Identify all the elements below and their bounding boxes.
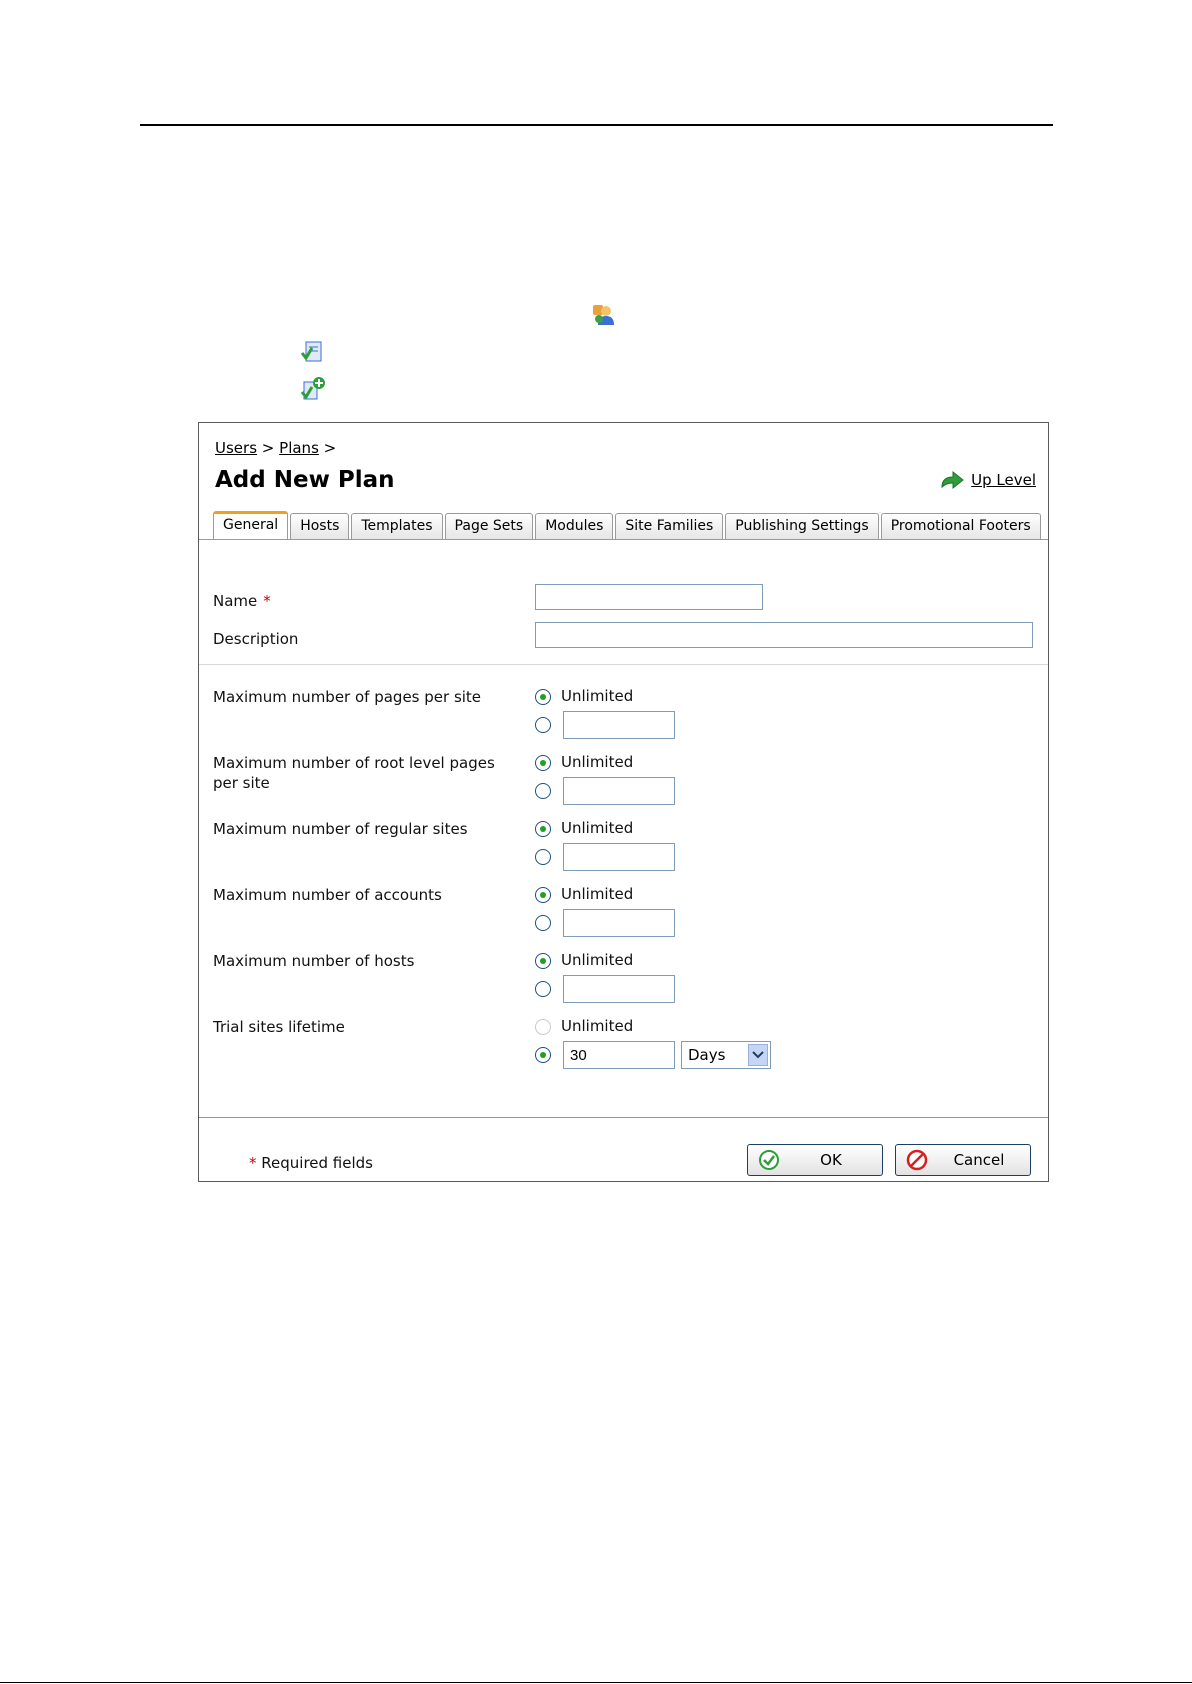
add-plan-icon (300, 376, 326, 402)
max-accounts-unlimited-label: Unlimited (561, 885, 634, 903)
ok-check-icon (758, 1149, 780, 1171)
max-accounts-label: Maximum number of accounts (213, 886, 442, 904)
required-fields-label: Required fields (261, 1154, 373, 1172)
page-title: Add New Plan (215, 467, 395, 493)
tab-modules[interactable]: Modules (535, 513, 613, 539)
max-pages-label: Maximum number of pages per site (213, 688, 482, 706)
up-level-icon (939, 469, 965, 491)
chevron-down-icon (748, 1044, 768, 1066)
trial-lifetime-label: Trial sites lifetime (213, 1018, 345, 1036)
section-divider (199, 664, 1048, 665)
cancel-icon (906, 1149, 928, 1171)
max-root-pages-unlimited-radio[interactable] (535, 755, 551, 771)
breadcrumb (215, 439, 336, 457)
required-asterisk: * (263, 592, 271, 610)
up-level-link[interactable] (939, 469, 1036, 491)
max-root-pages-input[interactable] (563, 777, 675, 805)
trial-unit-value: Days (688, 1046, 726, 1064)
trial-value-radio[interactable] (535, 1047, 551, 1063)
tab-site-families[interactable]: Site Families (615, 513, 723, 539)
breadcrumb-users-link[interactable]: Users (215, 439, 258, 457)
max-regular-sites-unlimited-label: Unlimited (561, 819, 634, 837)
tab-hosts[interactable]: Hosts (290, 513, 349, 539)
max-hosts-label: Maximum number of hosts (213, 952, 415, 970)
ok-button-label: OK (820, 1151, 842, 1169)
max-accounts-input[interactable] (563, 909, 675, 937)
trial-unit-select[interactable] (681, 1041, 771, 1069)
trial-lifetime-input[interactable] (563, 1041, 675, 1069)
max-hosts-input[interactable] (563, 975, 675, 1003)
cancel-button[interactable] (895, 1144, 1031, 1176)
page-top-rule (140, 124, 1053, 126)
description-input[interactable] (535, 622, 1033, 648)
tab-promotional-footers[interactable]: Promotional Footers (881, 513, 1041, 539)
max-accounts-unlimited-radio[interactable] (535, 887, 551, 903)
max-regular-sites-unlimited-radio[interactable] (535, 821, 551, 837)
tab-general[interactable]: General (213, 511, 288, 539)
cancel-button-label: Cancel (953, 1151, 1005, 1169)
max-hosts-value-radio[interactable] (535, 981, 551, 997)
required-fields-note (249, 1154, 373, 1172)
name-label: Name (213, 592, 258, 610)
max-pages-unlimited-radio[interactable] (535, 689, 551, 705)
users-icon (590, 301, 616, 327)
add-plan-window (198, 422, 1049, 1182)
required-asterisk: * (249, 1154, 257, 1172)
max-regular-sites-value-radio[interactable] (535, 849, 551, 865)
max-root-pages-unlimited-label: Unlimited (561, 753, 634, 771)
footer-divider (199, 1117, 1048, 1118)
tab-publishing-settings[interactable]: Publishing Settings (725, 513, 878, 539)
breadcrumb-plans-link[interactable]: Plans (279, 439, 319, 457)
max-pages-input[interactable] (563, 711, 675, 739)
breadcrumb-separator: > (261, 439, 275, 457)
max-hosts-unlimited-label: Unlimited (561, 951, 634, 969)
max-root-pages-value-radio[interactable] (535, 783, 551, 799)
max-pages-unlimited-label: Unlimited (561, 687, 634, 705)
trial-unlimited-label: Unlimited (561, 1017, 634, 1035)
name-label-row (213, 591, 271, 611)
tab-bar (213, 511, 1043, 539)
ok-button[interactable] (747, 1144, 883, 1176)
max-regular-sites-label: Maximum number of regular sites (213, 820, 468, 838)
max-hosts-unlimited-radio[interactable] (535, 953, 551, 969)
max-pages-value-radio[interactable] (535, 717, 551, 733)
max-regular-sites-input[interactable] (563, 843, 675, 871)
tab-templates[interactable]: Templates (351, 513, 442, 539)
max-accounts-value-radio[interactable] (535, 915, 551, 931)
plans-icon (300, 339, 326, 365)
name-input[interactable] (535, 584, 763, 610)
max-root-pages-label: Maximum number of root level pages per site (213, 754, 495, 792)
tab-baseline (199, 539, 1048, 540)
tab-page-sets[interactable]: Page Sets (445, 513, 534, 539)
breadcrumb-separator: > (323, 439, 337, 457)
description-label: Description (213, 630, 299, 648)
trial-unlimited-radio[interactable] (535, 1019, 551, 1035)
page-bottom-rule (0, 1682, 1192, 1683)
up-level-label: Up Level (971, 471, 1036, 489)
